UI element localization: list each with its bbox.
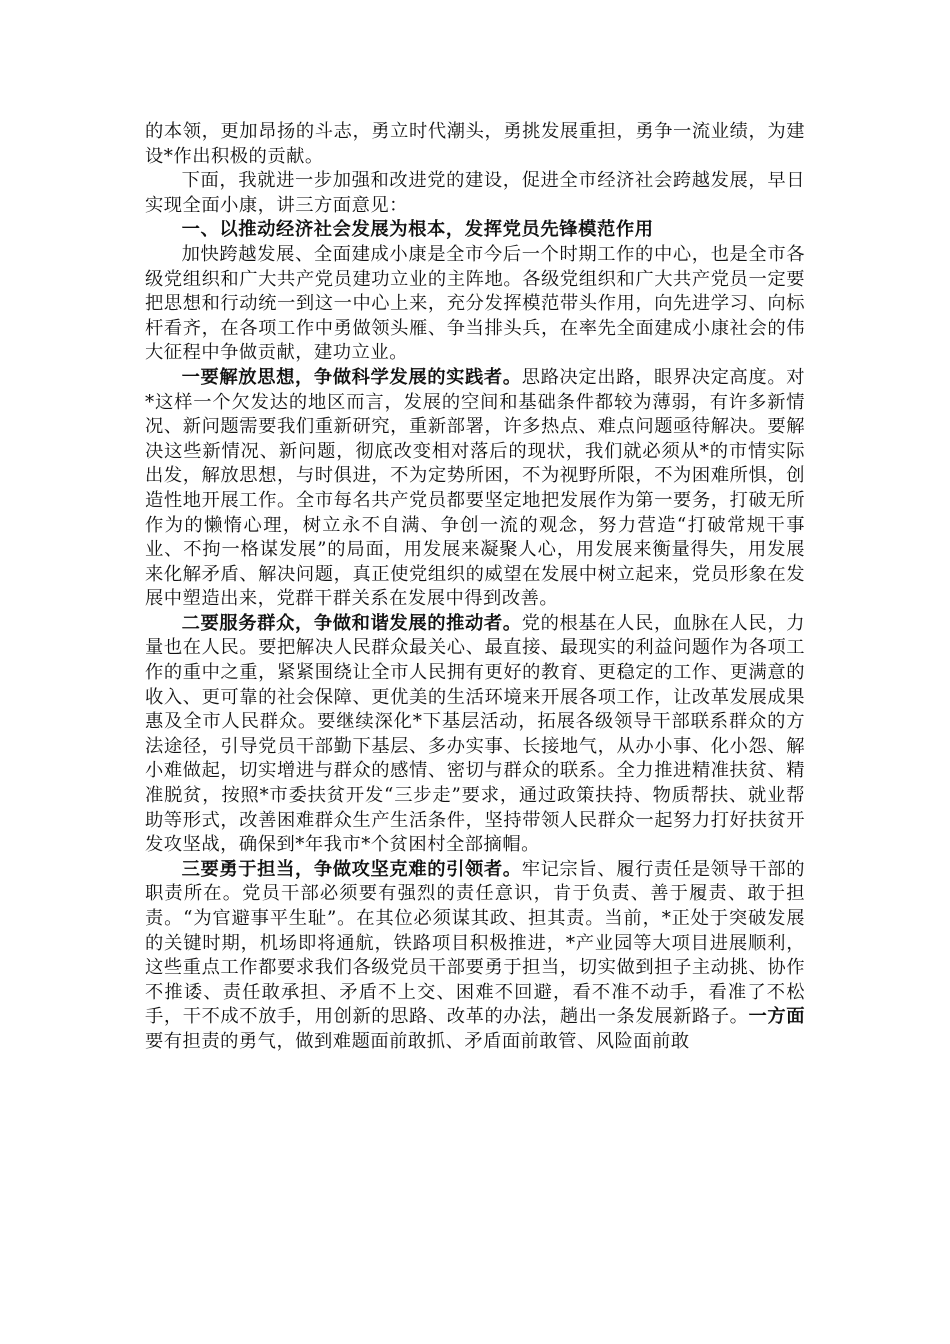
paragraph-section-overview: 加快跨越发展、全面建成小康是全市今后一个时期工作的中心，也是全市各级党组织和广大共产党员建功立业的主阵地。各级党组织和广大共产党员一定要把思想和行动统一到这一中心上来，充分发挥模范带头作用，向先进学习、向标杆看齐，在各项工作中勇做领头雁、争当排头兵，在率先全面建成小康社会的伟大征程中争做贡献，建功立业。	[145, 243, 805, 364]
paragraph-point-two	[145, 612, 805, 858]
point-three-sublead: 一方面	[748, 1006, 805, 1028]
paragraph-point-one	[145, 366, 805, 612]
point-three-lead: 三要勇于担当，争做攻坚克难的引领者。	[181, 858, 522, 880]
paragraph-continuation: 的本领，更加昂扬的斗志，勇立时代潮头，勇挑发展重担，勇争一流业绩，为建设*作出积极的贡献。	[145, 121, 805, 167]
document-body	[145, 120, 805, 1055]
point-two-lead: 二要服务群众，争做和谐发展的推动者。	[181, 612, 522, 634]
paragraph-point-three	[145, 858, 805, 1055]
section-heading: 一、以推动经济社会发展为根本，发挥党员先锋模范作用	[181, 219, 654, 241]
point-one-text: 思路决定出路，眼界决定高度。对*这样一个欠发达的地区而言，发展的空间和基础条件都较为薄弱，有许多新情况、新问题需要我们重新研究，重新部署，许多热点、难点问题亟待解决。要解决这些新情况、新问题，彻底改变相对落后的现状，我们就必须从*的市情实际出发，解放思想，与时俱进，不为定势所困，不为视野所限，不为困难所惧，创造性地开展工作。全市每名共产党员都要坚定地把发展作为第一要务，打破无所作为的懒惰心理，树立永不自满、争创一流的观念，努力营造“打破常规干事业、不拘一格谋发展”的局面，用发展来凝聚人心，用发展来衡量得失，用发展来化解矛盾、解决问题，真正使党组织的威望在发展中树立起来，党员形象在发展中塑造出来，党群干群关系在发展中得到改善。	[145, 366, 806, 610]
paragraph-intro: 下面，我就进一步加强和改进党的建设，促进全市经济社会跨越发展，早日实现全面小康，讲三方面意见：	[145, 170, 805, 216]
point-three-tail: 要有担责的勇气，做到难题面前敢抓、矛盾面前敢管、风险面前敢	[145, 1030, 690, 1052]
point-one-lead: 一要解放思想，争做科学发展的实践者。	[181, 366, 522, 388]
point-three-text: 牢记宗旨、履行责任是领导干部的职责所在。党员干部必须要有强烈的责任意识，肯于负责、善于履责、敢于担责。“为官避事平生耻”。在其位必须谋其政、担其责。当前，*正处于突破发展的关键时期，机场即将通航，铁路项目积极推进，*产业园等大项目进展顺利，这些重点工作都要求我们各级党员干部要勇于担当，切实做到担子主动挑、协作不推诿、责任敢承担、矛盾不上交、困难不回避，看不准不动手，看准了不松手，干不成不放手，用创新的思路、改革的办法，趟出一条发展新路子。	[145, 858, 806, 1028]
point-two-text: 党的根基在人民，血脉在人民，力量也在人民。要把解决人民群众最关心、最直接、最现实的利益问题作为各项工作的重中之重，紧紧围绕让全市人民拥有更好的教育、更稳定的工作、更满意的收入、更可靠的社会保障、更优美的生活环境来开展各项工作，让改革发展成果惠及全市人民群众。要继续深化*下基层活动，拓展各级领导干部联系群众的方法途径，引导党员干部勤下基层、多办实事、长接地气，从办小事、化小怨、解小难做起，切实增进与群众的感情、密切与群众的联系。全力推进精准扶贫、精准脱贫，按照*市委扶贫开发“三步走”要求，通过政策扶持、物质帮扶、就业帮助等形式，改善困难群众生产生活条件，坚持带领人民群众一起努力打好扶贫开发攻坚战，确保到*年我市*个贫困村全部摘帽。	[145, 612, 806, 856]
